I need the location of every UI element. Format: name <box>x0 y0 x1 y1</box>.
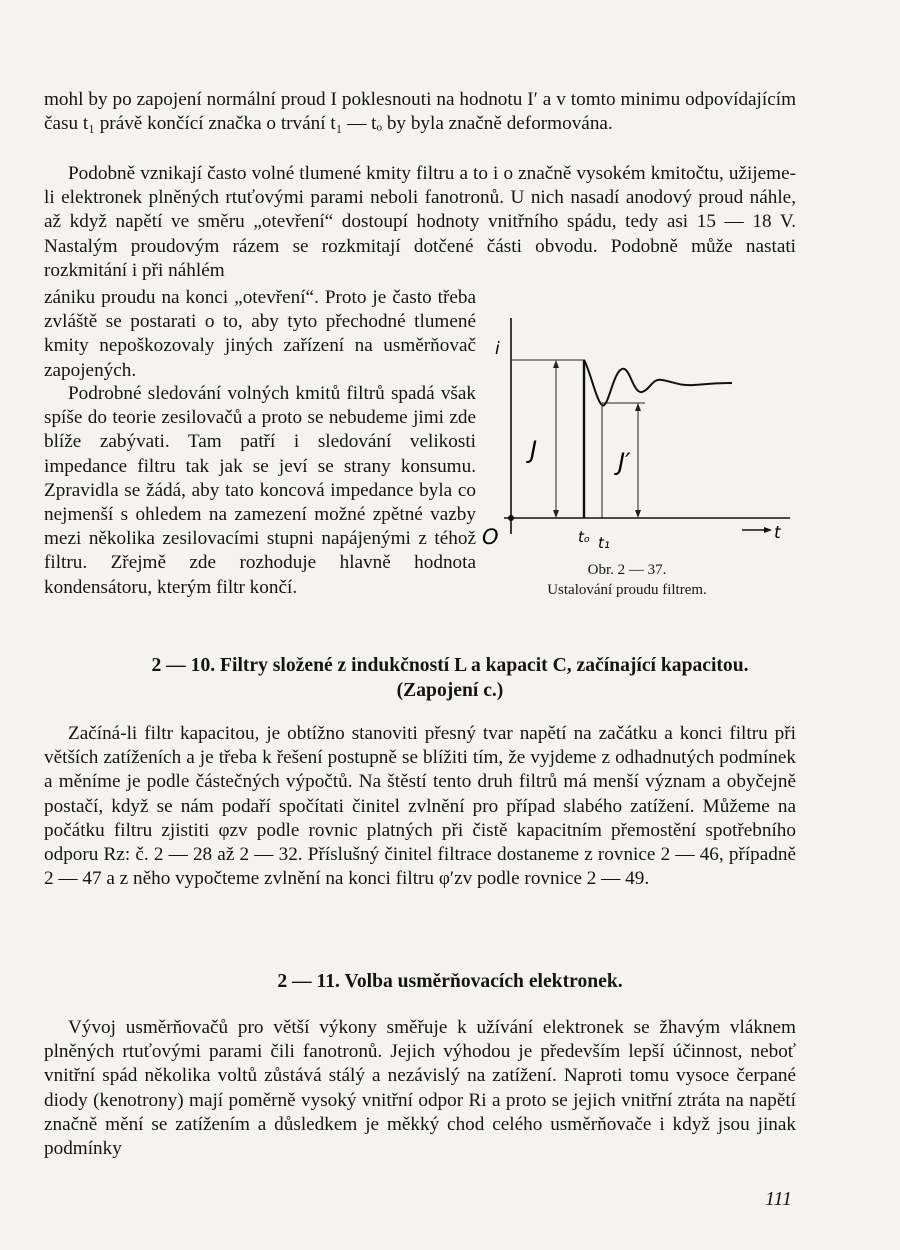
page-number: 111 <box>764 1188 792 1210</box>
origin-dot <box>508 515 514 521</box>
t-arrow-head <box>764 527 772 533</box>
label-origin: O <box>482 525 499 549</box>
settling-diagram <box>480 308 800 568</box>
paragraph-rectifier-tubes: Vývoj usměrňovačů pro větší výkony směřuje k užívání elektronek se žhavým vláknem plněných rtuťovými parami čili fanotronů. Jejich výhodou je především lepší účinnost, neboť vnitřní spád několika voltů zůstává stálý a nezávislý na zatížení. Naproti tomu vysoce čerpané diody (kenotrony) mají poměrně vysoký vnitřní odpor Ri a proto se jejich vnitřní ztráta na napětí značně mění se zatížením a důsledkem je měkký chod celého usměrňovače i když jsou jinak podmínky <box>44 1017 796 1160</box>
section-heading-2-10: 2 — 10. Filtry složené z indukčností L a kapacit C, začínající kapacitou. (Zapojení c.) <box>151 655 749 701</box>
label-t0: tₒ <box>578 528 591 546</box>
label-i: i <box>495 339 500 359</box>
section-heading-2-11: 2 — 11. Volba usměrňovacích elektronek. <box>277 971 623 992</box>
paragraph-oscillations: Podobně vznikají často volné tlumené kmity filtru a to i o značně vysokém kmitočtu, užijeme-li elektronek plněných rtuťovými parami neboli fanotronů. U nich nasadí anodový proud náhle, až když napětí ve směru „otevření“ dostoupí hodnoty vnitřního spádu, tedy asi 15 — 18 V. Nastalým proudovým rázem se rozkmitají dotčené části obvodu. Podobně může nastati rozkmitání i při náhlém <box>44 163 796 281</box>
damped-oscillation-curve <box>584 360 732 405</box>
label-t-axis: t <box>774 523 781 543</box>
figure-caption-text: Ustalování proudu filtrem. <box>547 582 707 598</box>
figure-number: Obr. 2 — 37. <box>587 562 667 578</box>
paragraph-capacity-filter: Začíná-li filtr kapacitou, je obtížno stanoviti přesný tvar napětí na začátku a konci filtru při větších zatíženích a je třeba k řešení postupně se blížiti tím, že vyjdeme z odhadnutých podmínek a měníme je podle částečných výpočtů. Na štěstí tento druh filtrů má menší význam a obyčejně postačí, když se nám podaří spočítati činitel zvlnění pro případ slabého zatížení. Můžeme na počátku filtru zjistiti φzv podle rovnic platných při čistě kapacitním přemostění spotřebního odporu Rz: č. 2 — 28 až 2 — 32. Příslušný činitel filtrace dostaneme z rovnice 2 — 46, případně 2 — 47 a z něho vypočteme zvlnění na konci filtru φ′zv podle rovnice 2 — 49. <box>44 723 796 890</box>
J-arrow-up <box>553 360 559 368</box>
paragraph-oscillations-narrow: zániku proudu na konci „otevření“. Proto je často třeba zvláště se postarati o to, aby tyto přechodné tlumené kmity nepoškozovaly jiných zařízení na usměrňovač zapojených. <box>44 287 476 381</box>
paragraph-continuation: mohl by po zapojení normální proud I poklesnouti na hodnotu I′ a v tomto minimu odpovídajícím času t₁ právě končící značka o trvání t₁ — tₒ by byla značně deformována. <box>44 89 796 135</box>
J-prime-arrow-up <box>635 403 641 411</box>
J-arrow-down <box>553 510 559 518</box>
figure-caption <box>496 560 758 600</box>
label-J: J <box>530 436 538 464</box>
label-J-prime: J′ <box>618 448 631 476</box>
J-prime-arrow-down <box>635 510 641 518</box>
label-t1: t₁ <box>598 534 610 552</box>
paragraph-impedance: Podrobné sledování volných kmitů filtrů spadá však spíše do teorie zesilovačů a proto se nebudeme jimi zde blíže zabývati. Tam patří i sledování velikosti impedance filtru tak jak se jeví se strany konsumu. Zpravidla se žádá, aby tato koncová impedance byla co nejmenší s ohledem na zamezení možné zpětné vazby mezi několika zesilovacími stupni napájenými z téhož filtru. Zřejmě zde rozhoduje hlavně hodnota kondensátoru, kterým filtr končí. <box>44 383 476 598</box>
